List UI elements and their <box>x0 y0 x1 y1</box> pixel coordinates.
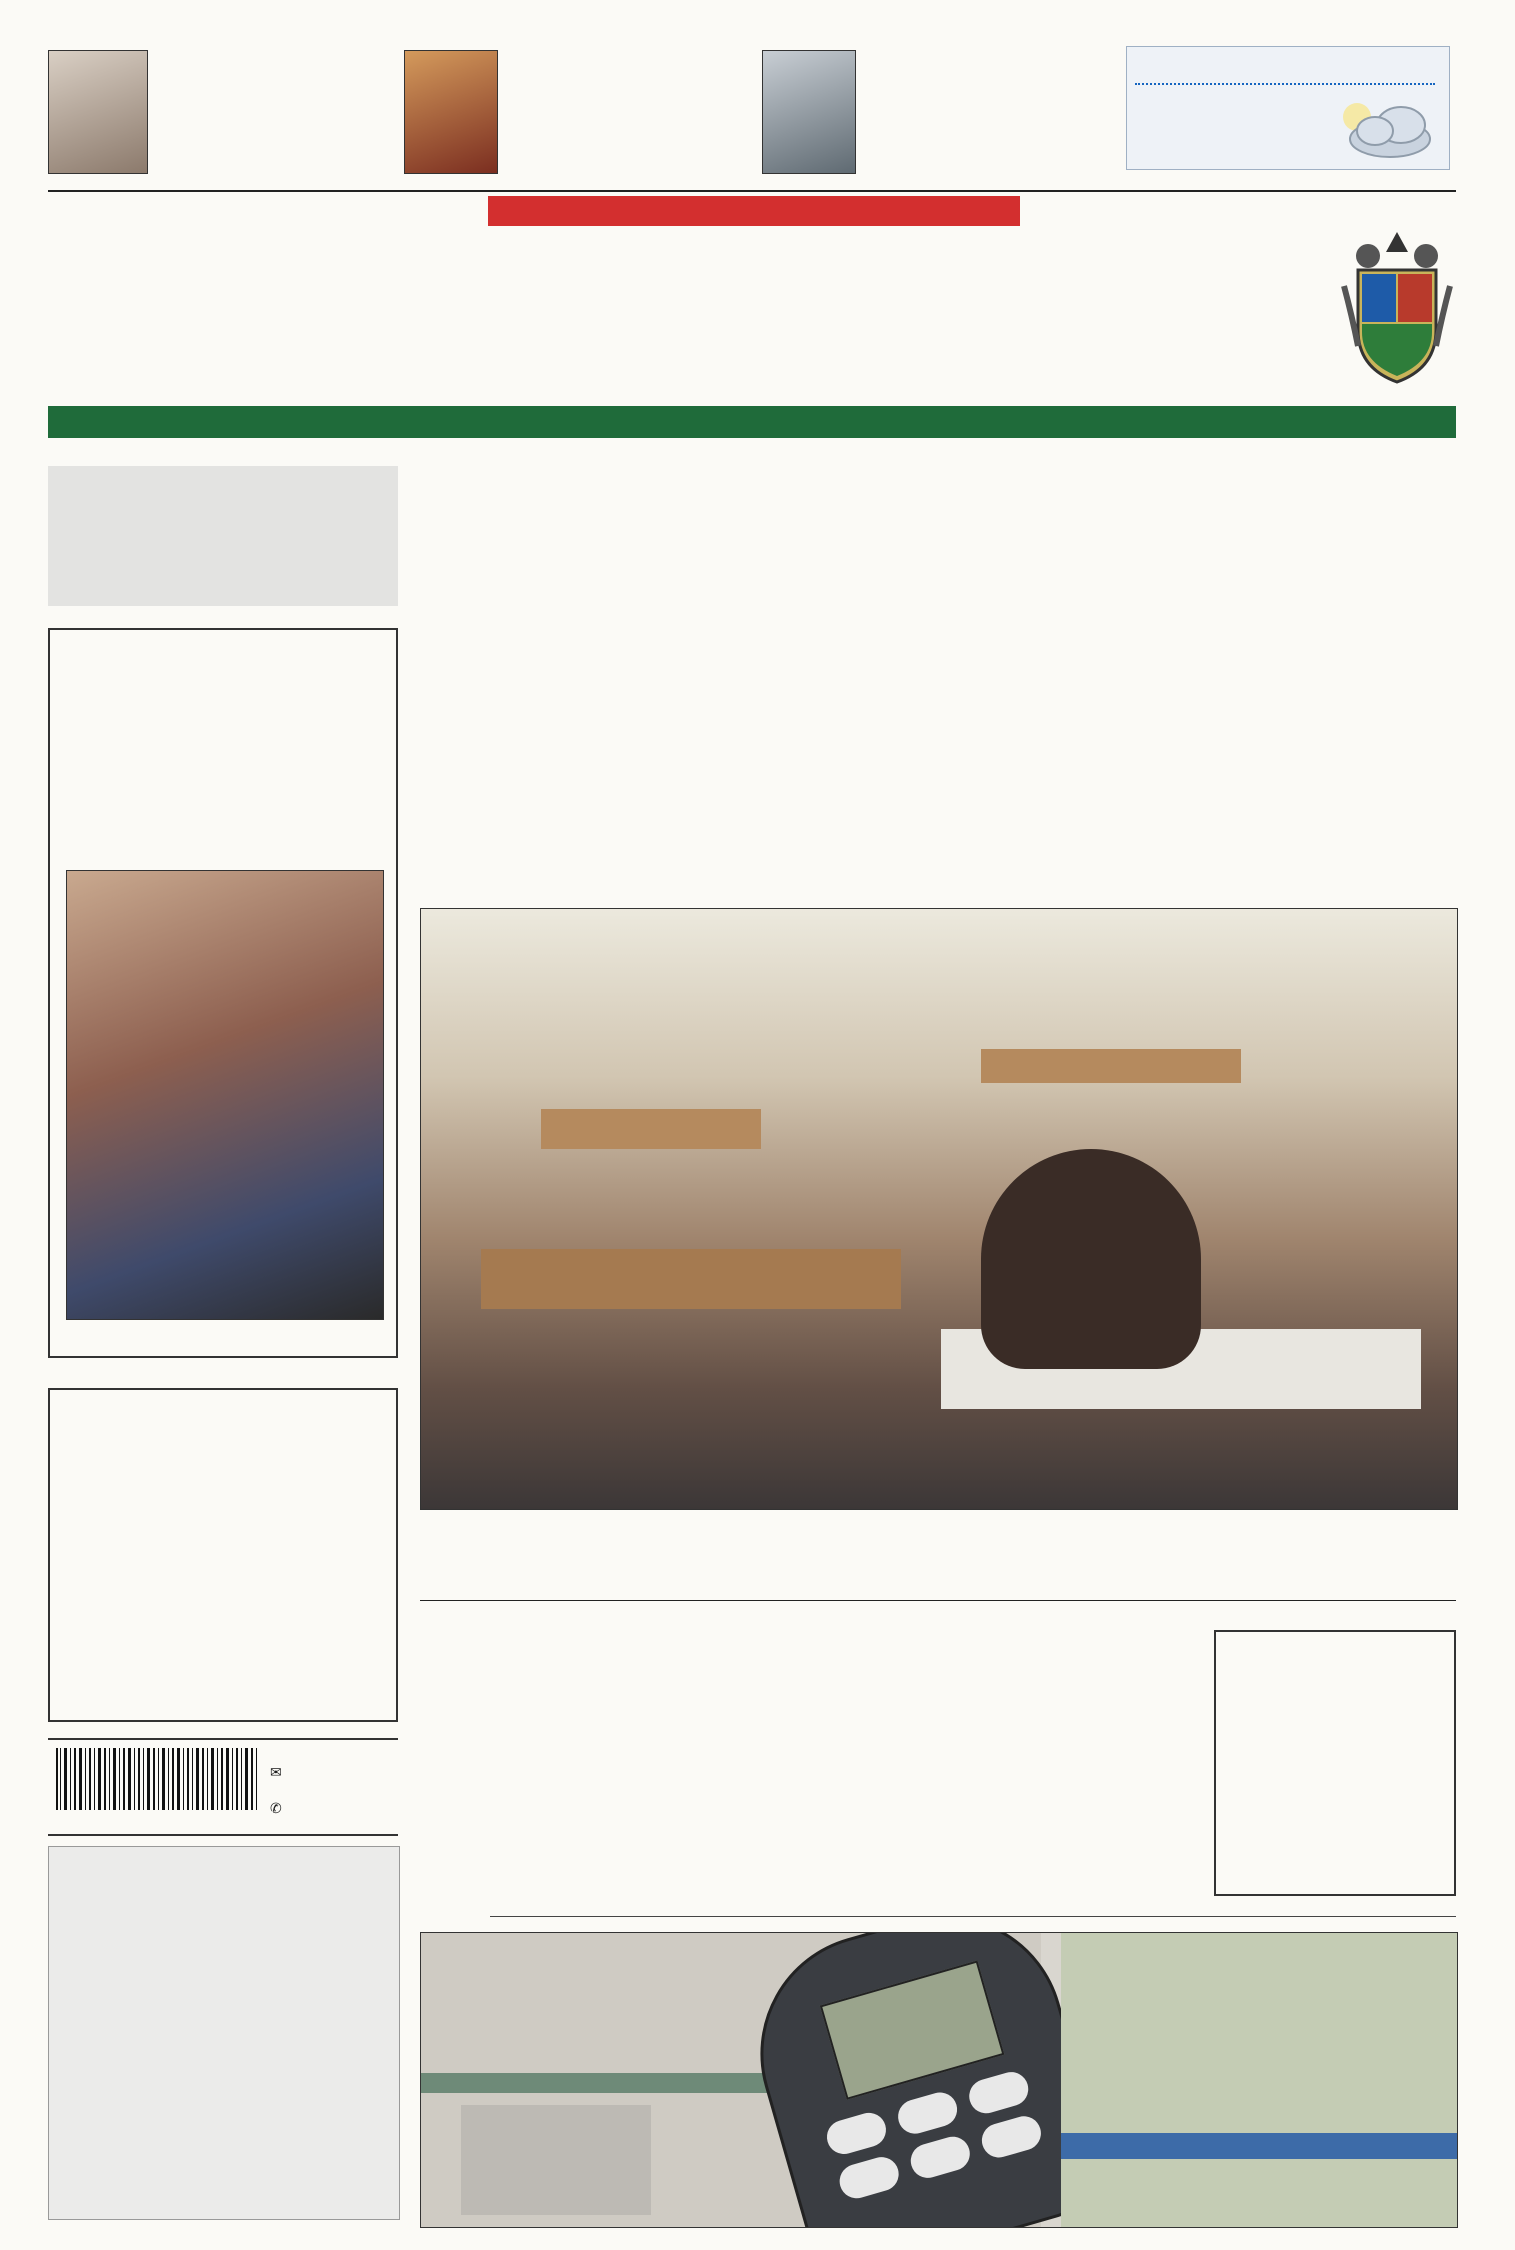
tisza-title-wrap <box>420 1624 1220 1708</box>
beds-box <box>1214 1630 1456 1896</box>
masthead-title-wrap <box>48 238 1338 378</box>
mail-icon: ✉ <box>270 1764 282 1780</box>
phone-key <box>907 2133 974 2182</box>
ministry-photo <box>66 870 384 1320</box>
phone-key <box>894 2088 961 2137</box>
weather-box <box>1126 46 1450 170</box>
masthead-bar <box>48 406 1456 438</box>
classroom-student <box>981 1149 1201 1369</box>
ministry-box <box>48 628 398 1358</box>
housing-chart <box>48 1846 400 2220</box>
phone-key <box>836 2153 903 2202</box>
weather-divider <box>1135 83 1435 85</box>
chart-svg <box>49 1891 399 2191</box>
advert <box>420 1932 1458 2228</box>
phone-icon: ✆ <box>270 1800 282 1816</box>
ad-circ-box <box>461 2105 651 2215</box>
top-rule <box>48 190 1456 192</box>
ad-right-panel <box>1061 1933 1457 2227</box>
cloud-icon <box>1335 87 1445 165</box>
classroom-desk-1 <box>541 1109 761 1149</box>
accident-box <box>48 1388 398 1722</box>
classroom-desk-3 <box>481 1249 901 1309</box>
circulation-box <box>48 466 398 606</box>
caption-rule <box>420 1600 1456 1601</box>
ad-label-rule <box>490 1916 1456 1917</box>
phone-key <box>823 2109 890 2158</box>
classroom-desk-2 <box>981 1049 1241 1083</box>
lead-title-wrap <box>420 466 1456 550</box>
phone-key <box>978 2112 1045 2161</box>
masthead-tagline <box>488 196 1020 226</box>
coat-of-arms-icon <box>1338 226 1456 386</box>
teaser-3-photo <box>762 50 856 174</box>
teaser-1-photo <box>48 50 148 174</box>
teaser-strip <box>48 42 1456 182</box>
phone-key <box>965 2068 1032 2117</box>
classroom-photo <box>420 908 1458 1510</box>
teaser-2-photo <box>404 50 498 174</box>
barcode <box>52 1748 262 1810</box>
barcode-box <box>48 1738 398 1836</box>
ad-phone-screen <box>820 1960 1005 2099</box>
ad-line4 <box>1061 2133 1457 2159</box>
